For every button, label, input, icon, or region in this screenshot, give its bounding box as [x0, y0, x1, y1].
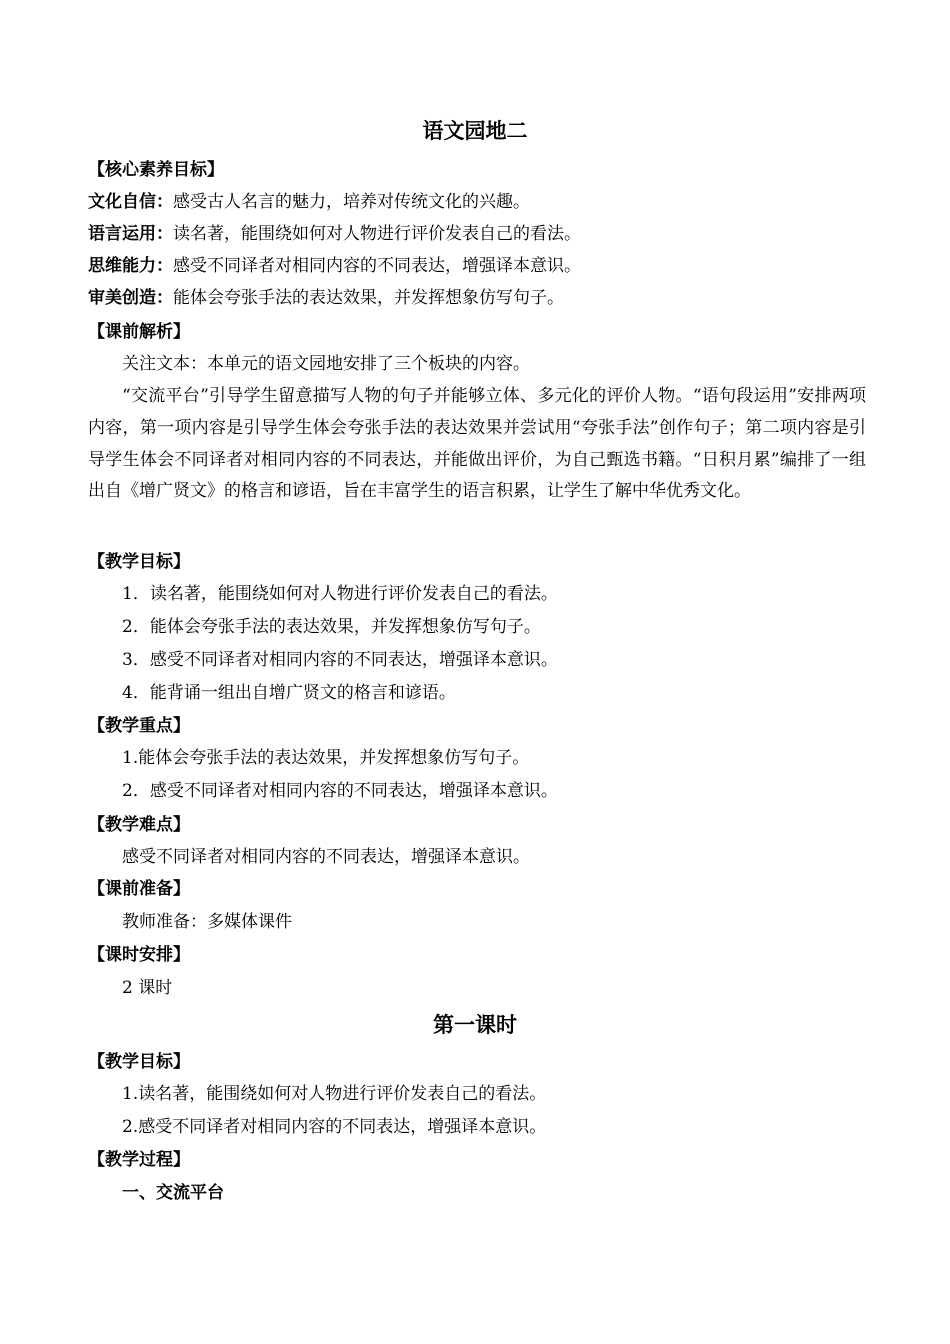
lesson-goal-item: 2.感受不同译者对相同内容的不同表达，增强译本意识。	[122, 1117, 547, 1137]
difficulty-text: 感受不同译者对相同内容的不同表达，增强译本意识。	[122, 847, 530, 867]
core-goal-text: 能体会夸张手法的表达效果，并发挥想象仿写句子。	[173, 288, 564, 308]
analysis-paragraph: “交流平台”引导学生留意描写人物的句子并能够立体、多元化的评价人物。“语句段运用”安排两项内容，第一项内容是引导学生体会夸张手法的表达效果并尝试用“夸张手法”创作句子；第二项内容是引导学生体会不同译者对相同内容的不同表达，并能做出评价，为自己甄选书籍。“日积月累”编排了一组出自《增广贤文》的格言和谚语，旨在丰富学生的语言积累，让学生了解中华优秀文化。	[88, 386, 866, 502]
heading-analysis: 【课前解析】	[88, 322, 190, 342]
teaching-goal-item: 4．能背诵一组出自增广贤文的格言和谚语。	[122, 683, 456, 703]
core-goal-text: 感受不同译者对相同内容的不同表达，增强译本意识。	[173, 256, 581, 276]
lesson-title: 第一课时	[433, 1013, 517, 1037]
key-point-item: 2．感受不同译者对相同内容的不同表达，增强译本意识。	[122, 781, 558, 801]
heading-difficulties: 【教学难点】	[88, 815, 190, 835]
core-goal-label: 审美创造：	[88, 288, 173, 308]
analysis-intro: 关注文本：本单元的语文园地安排了三个板块的内容。	[122, 354, 530, 374]
lesson-goal-item: 1.读名著，能围绕如何对人物进行评价发表自己的看法。	[122, 1084, 547, 1104]
core-goal-item	[88, 190, 530, 214]
heading-lesson-goals: 【教学目标】	[88, 1052, 190, 1072]
core-goal-label: 思维能力：	[88, 256, 173, 276]
teaching-goal-item: 3．感受不同译者对相同内容的不同表达，增强译本意识。	[122, 650, 558, 670]
core-goal-item	[88, 254, 581, 278]
core-goal-label: 语言运用：	[88, 224, 173, 244]
section-heading: 一、交流平台	[122, 1183, 224, 1203]
core-goal-text: 感受古人名言的魅力，培养对传统文化的兴趣。	[173, 192, 530, 212]
document-title: 语文园地二	[422, 119, 528, 143]
core-goal-item	[88, 222, 581, 246]
core-goal-text: 读名著，能围绕如何对人物进行评价发表自己的看法。	[173, 224, 581, 244]
core-goal-label: 文化自信：	[88, 192, 173, 212]
schedule-text: 2 课时	[122, 978, 173, 998]
core-goal-item	[88, 286, 564, 310]
preparation-text: 教师准备：多媒体课件	[122, 912, 292, 932]
key-point-item: 1.能体会夸张手法的表达效果，并发挥想象仿写句子。	[122, 748, 530, 768]
heading-teaching-process: 【教学过程】	[88, 1150, 190, 1170]
heading-preparation: 【课前准备】	[88, 879, 190, 899]
heading-core-goals: 【核心素养目标】	[88, 160, 224, 180]
teaching-goal-item: 1．读名著，能围绕如何对人物进行评价发表自己的看法。	[122, 584, 558, 604]
heading-schedule: 【课时安排】	[88, 945, 190, 965]
teaching-goal-item: 2．能体会夸张手法的表达效果，并发挥想象仿写句子。	[122, 617, 541, 637]
heading-key-points: 【教学重点】	[88, 716, 190, 736]
heading-teaching-goals: 【教学目标】	[88, 552, 190, 572]
